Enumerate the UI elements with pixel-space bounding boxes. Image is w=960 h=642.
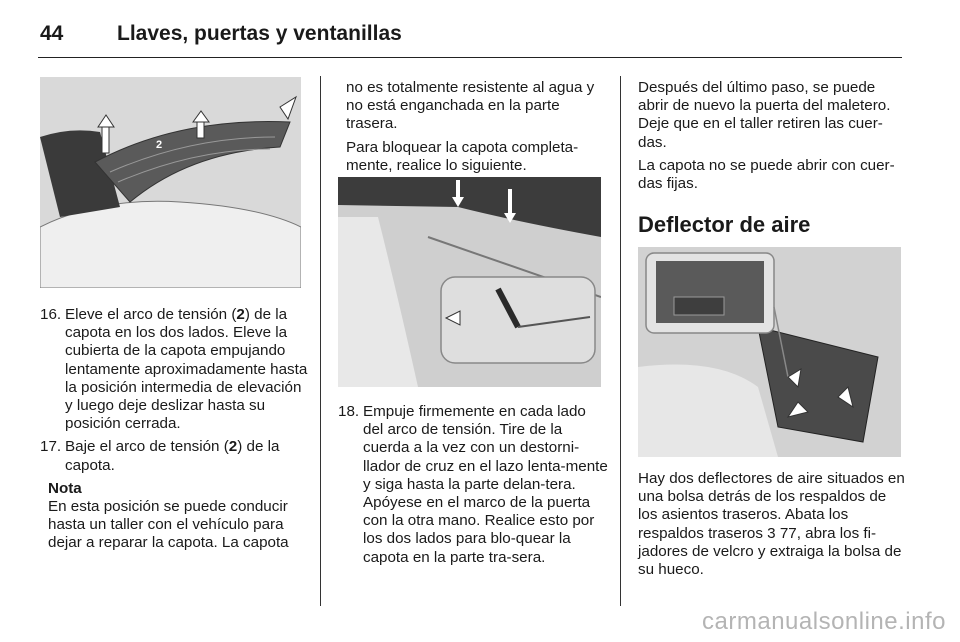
step-18: 18. Empuje firmemente en cada lado del arco de tensión. Tire de la cuerda a la vez con un destorni-llador de cruz en el lazo lenta-mente y siga hasta la parte delan-tera. Apóyese en el marco de la puerta con la otra mano. Realice esto por los dos lados para blo-quear la capota en la parte tra-sera. xyxy=(338,403,608,566)
header-rule xyxy=(38,57,902,58)
step-17: 17. Baje el arco de tensión (2) de la capota. xyxy=(40,438,280,474)
page-header xyxy=(38,14,902,54)
air-deflector-illustration xyxy=(638,247,901,457)
col2-para-2: Para bloquear la capota completa-mente, realice lo siguiente. xyxy=(346,138,579,174)
note-text: En esta posición se puede conducir hasta un taller con el vehículo para dejar a reparar la capota. La capota xyxy=(48,498,289,552)
section-heading-air-deflector: Deflector de aire xyxy=(638,212,811,237)
note-label: Nota xyxy=(48,479,82,497)
figure-air-deflector xyxy=(638,247,901,457)
step-16: 16. Eleve el arco de tensión (2) de la capota en los dos lados. Eleve la cubierta de la capota empujando lentamente aproximadamente hasta la posición intermedia de elevación y luego deje deslizar hasta su posición cerrada. xyxy=(40,306,308,433)
rope-lock-illustration xyxy=(338,177,601,387)
step-18-number: 18. xyxy=(338,403,360,420)
col3-para-2: La capota no se puede abrir con cuer-das fijas. xyxy=(638,156,895,193)
watermark: carmanualsonline.info xyxy=(702,608,946,635)
page-number: 44 xyxy=(40,22,64,45)
col3-para-3: Hay dos deflectores de aire situados en una bolsa detrás de los respaldos de los asientos traseros. Abata los respaldos traseros 3 77, abra los fi-jadores de velcro y extraiga la bolsa de su hueco. xyxy=(638,470,905,579)
column-rule-2 xyxy=(620,76,621,606)
page-reference[interactable]: 3 77 xyxy=(767,524,797,542)
column-2-text-top xyxy=(346,79,604,180)
figure-roof-lift xyxy=(40,77,301,288)
step-17-number: 17. xyxy=(40,438,62,456)
column-3-text-bottom xyxy=(638,470,906,584)
col3-para-1: Después del último paso, se puede abrir de nuevo la puerta del maletero. Deje que en el taller retiren las cuer-das. xyxy=(638,79,891,151)
col2-para-1: no es totalmente resistente al agua y no está enganchada en la parte trasera. xyxy=(346,79,595,133)
chapter-title: Llaves, puertas y ventanillas xyxy=(117,22,402,45)
column-rule-1 xyxy=(320,76,321,606)
ref-2: 2 xyxy=(228,438,238,456)
ref-2: 2 xyxy=(236,306,245,323)
column-1-text xyxy=(40,306,310,553)
roof-lift-illustration xyxy=(40,77,301,288)
column-2-text-bottom xyxy=(338,403,608,572)
figure-label-2: 2 xyxy=(156,139,163,151)
column-3-text-top xyxy=(638,79,906,198)
note-block xyxy=(40,480,310,553)
step-16-number: 16. xyxy=(40,306,62,323)
figure-rope-lock xyxy=(338,177,601,387)
